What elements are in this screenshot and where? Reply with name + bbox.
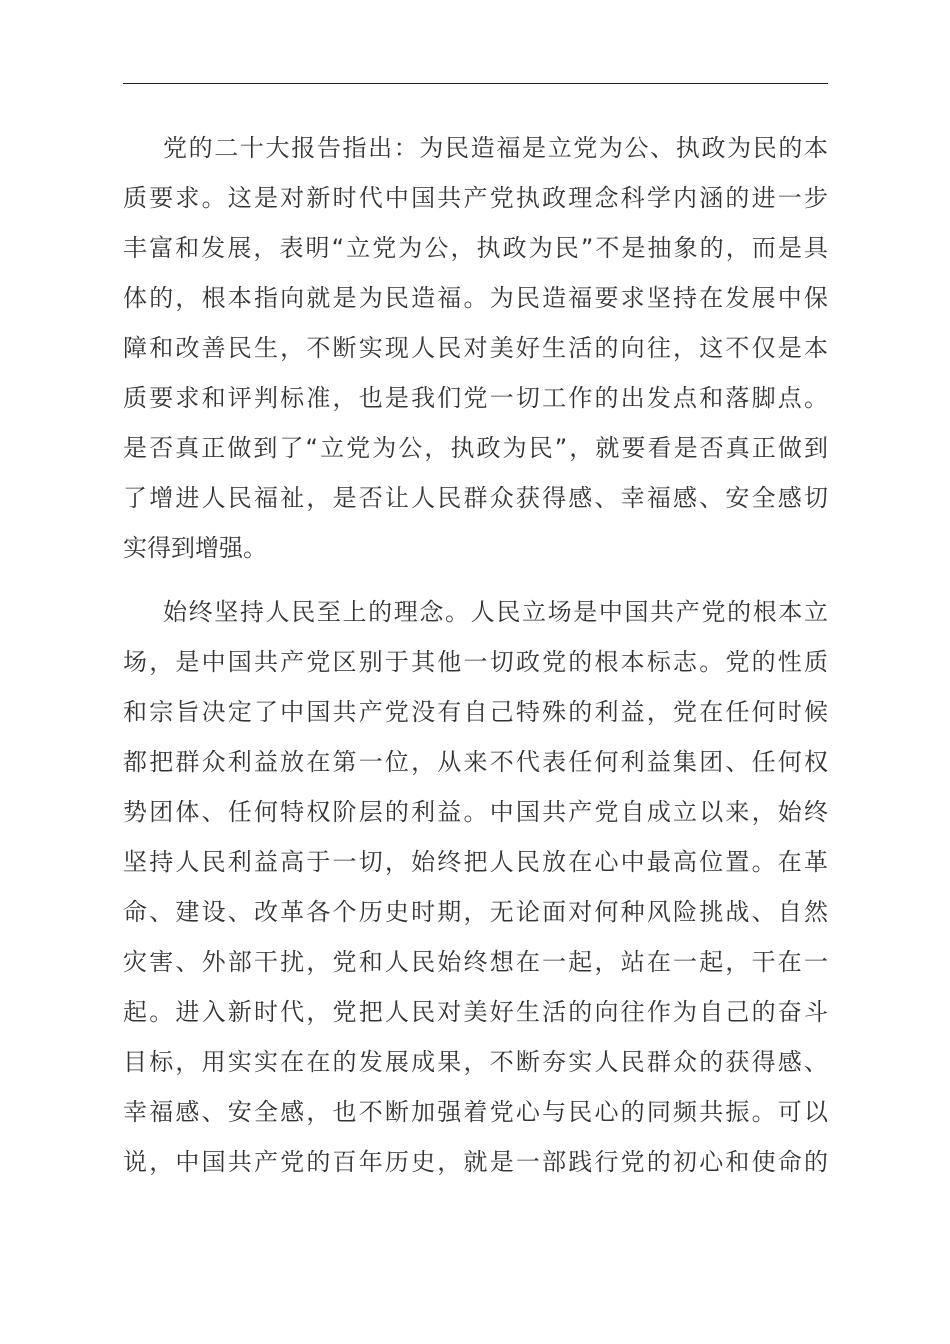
text-line: 场，是中国共产党区别于其他一切政党的根本标志。党的性质 xyxy=(123,648,828,676)
text-line: 坚持人民利益高于一切，始终把人民放在心中最高位置。在革 xyxy=(123,848,828,876)
document-body xyxy=(123,123,828,1187)
text-line: 丰富和发展，表明“立党为公，执政为民”不是抽象的，而是具 xyxy=(123,234,828,262)
text-line: 党的二十大报告指出：为民造福是立党为公、执政为民的本 xyxy=(163,134,828,162)
text-line: 是否真正做到了“立党为公，执政为民”，就要看是否真正做到 xyxy=(123,434,828,462)
text-line: 幸福感、安全感，也不断加强着党心与民心的同频共振。可以 xyxy=(123,1098,828,1126)
text-line: 说，中国共产党的百年历史，就是一部践行党的初心和使命的 xyxy=(123,1148,828,1176)
text-line: 体的，根本指向就是为民造福。为民造福要求坚持在发展中保 xyxy=(123,284,828,312)
text-line: 质要求和评判标准，也是我们党一切工作的出发点和落脚点。 xyxy=(123,384,828,412)
text-line: 实得到增强。 xyxy=(123,534,267,562)
text-line: 都把群众利益放在第一位，从来不代表任何利益集团、任何权 xyxy=(123,748,828,776)
text-line: 和宗旨决定了中国共产党没有自己特殊的利益，党在任何时候 xyxy=(123,698,828,726)
text-line: 起。进入新时代，党把人民对美好生活的向往作为自己的奋斗 xyxy=(123,998,828,1026)
text-line: 始终坚持人民至上的理念。人民立场是中国共产党的根本立 xyxy=(163,598,828,626)
text-line: 命、建设、改革各个历史时期，无论面对何种风险挑战、自然 xyxy=(123,898,828,926)
text-line: 质要求。这是对新时代中国共产党执政理念科学内涵的进一步 xyxy=(123,184,828,212)
text-line: 障和改善民生，不断实现人民对美好生活的向往，这不仅是本 xyxy=(123,334,828,362)
text-line: 目标，用实实在在的发展成果，不断夯实人民群众的获得感、 xyxy=(123,1048,828,1076)
text-line: 了增进人民福祉，是否让人民群众获得感、幸福感、安全感切 xyxy=(123,484,828,512)
header-rule xyxy=(123,83,828,84)
text-line: 势团体、任何特权阶层的利益。中国共产党自成立以来，始终 xyxy=(123,798,828,826)
paragraph-2 xyxy=(123,587,828,1187)
paragraph-1 xyxy=(123,123,828,573)
text-line: 灾害、外部干扰，党和人民始终想在一起，站在一起，干在一 xyxy=(123,948,828,976)
